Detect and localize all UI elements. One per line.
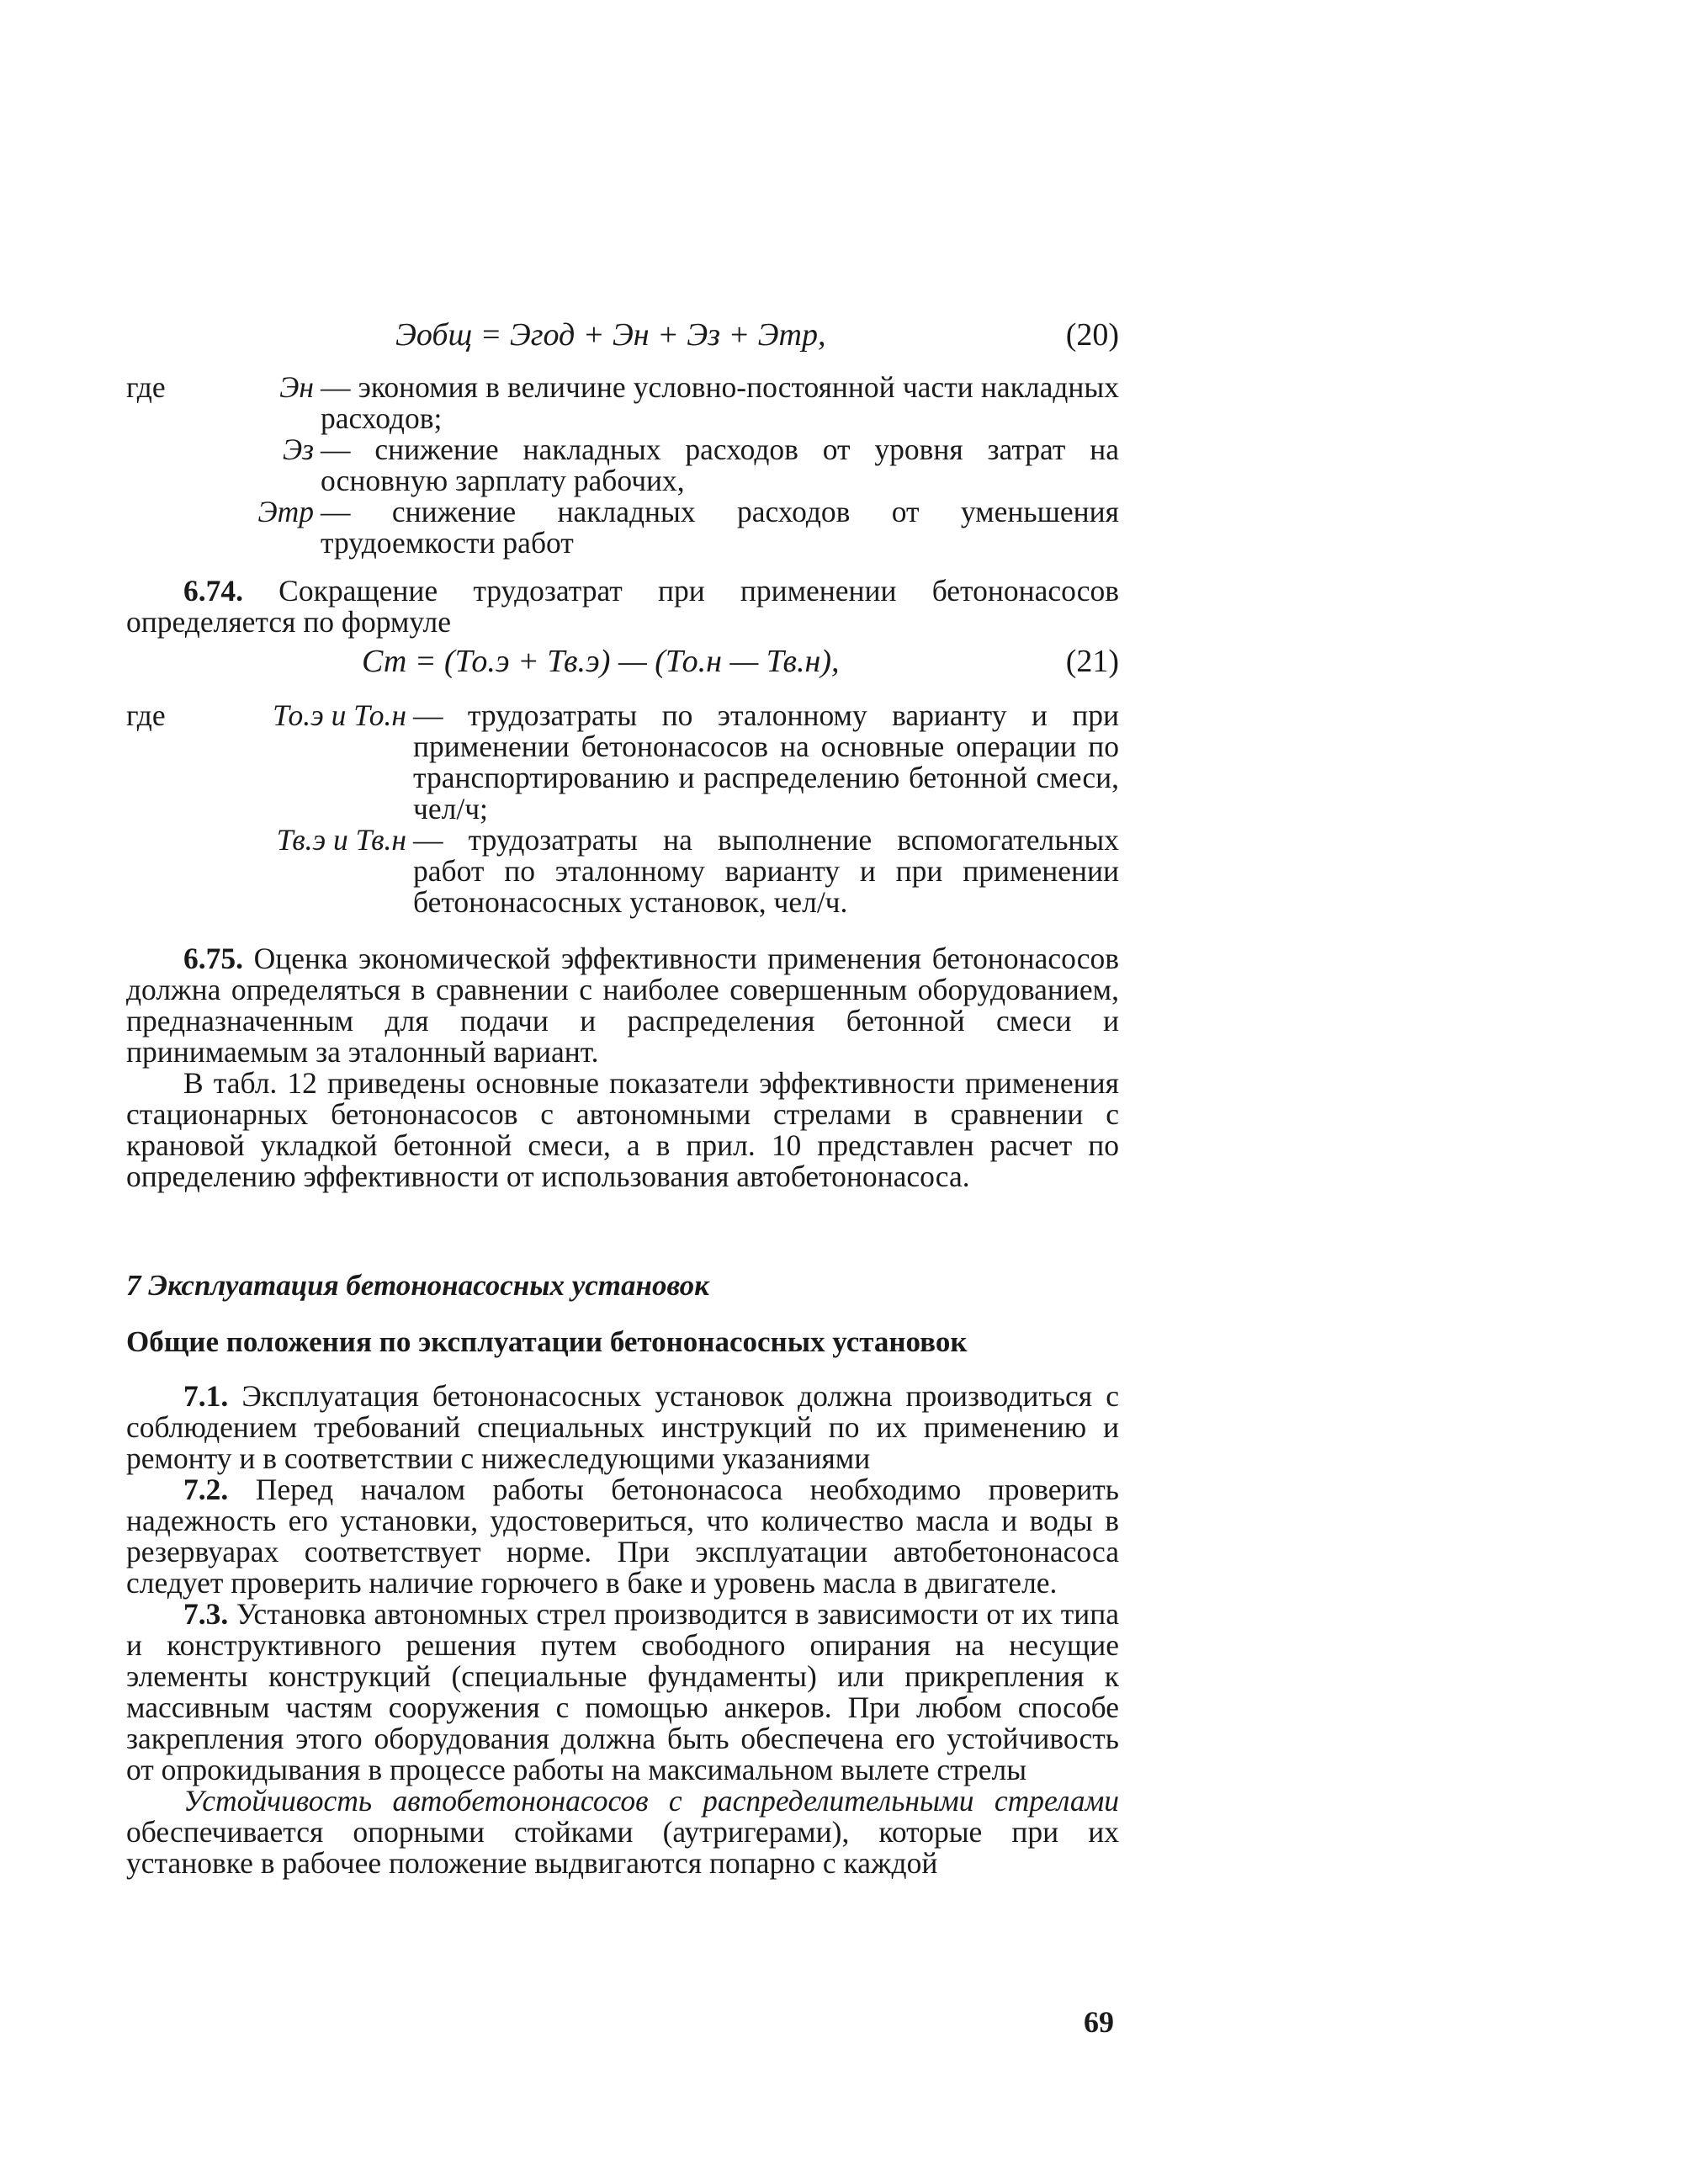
paragraph-italic-lead: Устойчивость автобетононасосов с распределительными стрелами [183, 1784, 1119, 1818]
paragraph-text: Установка автономных стрел производится в зависимости от их типа и конструктивного решения путем свободного опирания на несущие элементы конструкций (специальные фундаменты) или прикрепления к массивным частям сооружения с помощью анкеров. При любом способе закрепления этого оборудования должна быть обеспечена его устойчивость от опрокидывания в процессе работы на максимальном вылете стрелы [126, 1597, 1119, 1786]
formula-20-expression: Эобщ = Эгод + Эн + Эз + Этр, [395, 317, 826, 353]
paragraph-6-75 [126, 943, 1119, 1068]
page-content [126, 311, 1119, 1879]
page-number: 69 [1084, 2005, 1114, 2039]
legend-symbol: Тв.э и Тв.н [276, 823, 406, 857]
paragraph-6-74 [126, 576, 1119, 638]
paragraph-7-3 [126, 1599, 1119, 1786]
paragraph-number: 7.3. [183, 1597, 229, 1631]
paragraph-number: 7.2. [183, 1473, 229, 1506]
paragraph-text: Эксплуатация бетононасосных установок должна производиться с соблюдением требований специальных инструкций по их применению и ремонту и в соответствии с нижеследующими указаниями [126, 1379, 1119, 1475]
legend-symbol: Этр [257, 495, 314, 528]
paragraph-table-12: В табл. 12 приведены основные показатели эффективности применения стационарных бетононасосов с автономными стрелами в сравнении с крановой укладкой бетонной смеси, а в прил. 10 представлен расчет по определению эффективности от использования автобетононасоса. [126, 1066, 1119, 1193]
paragraph-text: Перед началом работы бетононасоса необходимо проверить надежность его установки, удостовериться, что количество масла и воды в резервуарах соответствует норме. При эксплуатации автобетононасоса следует проверить наличие горючего в баке и уровень масла в двигателе. [126, 1473, 1119, 1600]
legend-symbol: Эз [282, 433, 314, 466]
paragraph-number: 6.75. [183, 942, 243, 975]
legend-desc: — снижение накладных расходов от уменьшения трудоемкости работ [321, 495, 1119, 560]
paragraph-text: Сокращение трудозатрат при применении бетононасосов определяется по формуле [126, 574, 1120, 639]
legend-desc: — трудозатраты по эталонному варианту и при применении бетононасосов на основные операции по транспортированию и распределению бетонной смеси, чел/ч; [413, 698, 1119, 825]
subsection-heading: Общие положения по эксплуатации бетононасосных установок [126, 1325, 968, 1358]
formula-20-legend [126, 372, 1119, 559]
legend-desc: — трудозатраты на выполнение вспомогательных работ по эталонному варианту и при применении бетононасосных установок, чел/ч. [413, 823, 1119, 919]
paragraph-number: 6.74. [183, 574, 243, 608]
paragraph-text: обеспечивается опорными стойками (аутригерами), которые при их установке в рабочее положение выдвигаются попарно с каждой [126, 1815, 1119, 1880]
paragraph-text: Оценка экономической эффективности применения бетононасосов должна определяться в сравнении с наиболее совершенным оборудованием, предназначенным для подачи и распределения бетонной смеси и принимаемым за эталонный вариант. [126, 942, 1119, 1069]
legend-symbol: То.э и То.н [273, 698, 406, 732]
formula-21-number: (21) [1065, 644, 1119, 679]
legend-desc: — экономия в величине условно-постоянной части накладных расходов; [321, 370, 1119, 435]
legend-desc: — снижение накладных расходов от уровня затрат на основную зарплату рабочих, [321, 433, 1119, 497]
formula-21-legend [126, 700, 1119, 918]
formula-20-number: (20) [1065, 317, 1119, 353]
formula-21 [126, 638, 1119, 688]
where-lead: где [126, 698, 166, 732]
formula-20 [126, 311, 1119, 362]
paragraph-7-2 [126, 1474, 1119, 1599]
section-heading-7: 7 Эксплуатация бетононасосных установок [126, 1269, 709, 1302]
paragraph-stability [126, 1786, 1119, 1879]
legend-symbol: Эн [279, 370, 314, 404]
formula-21-expression: Ст = (То.э + Тв.э) — (То.н — Тв.н), [362, 644, 840, 679]
paragraph-number: 7.1. [183, 1379, 229, 1413]
paragraph-7-1 [126, 1381, 1119, 1474]
where-lead: где [126, 370, 166, 404]
